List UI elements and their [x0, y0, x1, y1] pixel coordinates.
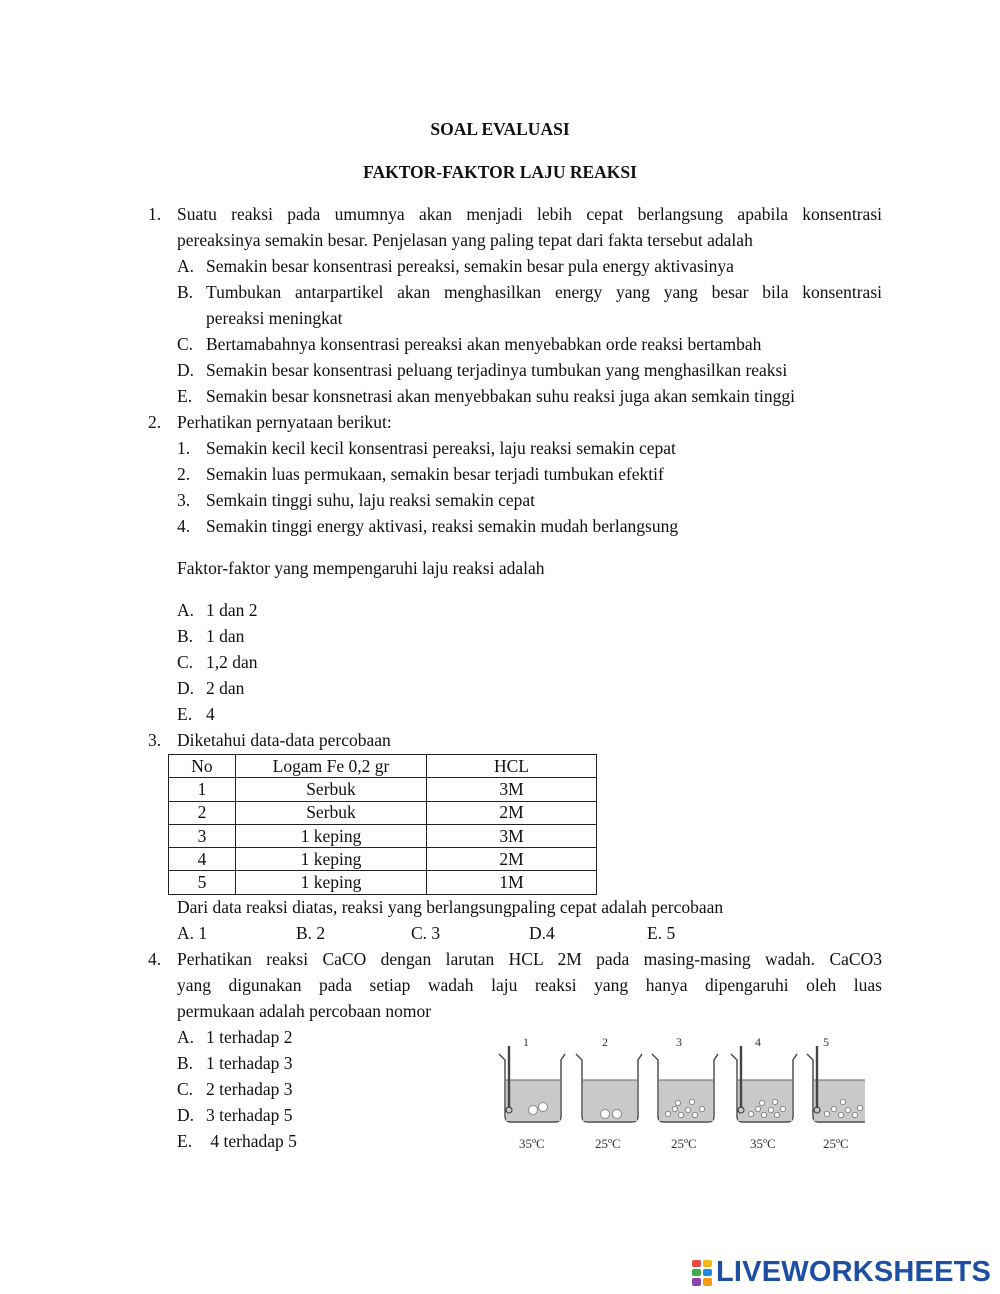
beaker-label: 5 [823, 1035, 829, 1049]
table-cell: 1 keping [236, 824, 427, 847]
question-4-option-d[interactable]: 3 terhadap 5 [206, 1105, 293, 1125]
option-letter: A. [177, 1027, 195, 1047]
table-header-cell: HCL [427, 755, 597, 778]
option-letter: B. [177, 1053, 194, 1073]
question-1-option-d[interactable]: Semakin besar konsentrasi peluang terjadinya tumbukan yang menghasilkan reaksi [206, 360, 788, 380]
question-4-option-a[interactable]: 1 terhadap 2 [206, 1027, 293, 1047]
table-row [169, 824, 597, 847]
question-3-prompt: Dari data reaksi diatas, reaksi yang berlangsungpaling cepat adalah percobaan [177, 897, 724, 917]
table-cell: 1 keping [236, 848, 427, 871]
question-4-number: 4. [148, 949, 162, 969]
option-letter: E. [177, 1131, 193, 1151]
beaker-temp: 25ºC [595, 1136, 621, 1151]
beaker-1 [499, 1035, 565, 1151]
table-row [169, 871, 597, 894]
question-1-option-b-cont[interactable]: pereaksi meningkat [206, 308, 343, 328]
beaker-2 [576, 1035, 642, 1151]
question-4-option-e[interactable]: 4 terhadap 5 [206, 1131, 297, 1151]
beaker-temp: 35ºC [519, 1136, 545, 1151]
table-row [169, 778, 597, 801]
question-3-option-a[interactable]: A. 1 [177, 923, 208, 943]
question-1-number: 1. [148, 204, 162, 224]
beaker-temp: 25ºC [823, 1136, 849, 1151]
option-letter: E. [177, 704, 193, 724]
table-cell: Serbuk [236, 801, 427, 824]
beakers-illustration [495, 1030, 865, 1155]
beaker-label: 4 [755, 1035, 761, 1049]
statement-4: Semakin tinggi energy aktivasi, reaksi semakin mudah berlangsung [206, 516, 679, 536]
option-letter: A. [177, 600, 195, 620]
statement-3: Semkain tinggi suhu, laju reaksi semakin cepat [206, 490, 536, 510]
option-letter: B. [177, 626, 194, 646]
beaker-temp: 25ºC [671, 1136, 697, 1151]
option-letter: E. [177, 386, 193, 406]
statement-number: 2. [177, 464, 191, 484]
question-1-option-e[interactable]: Semakin besar konsnetrasi akan menyebbakan suhu reaksi juga akan semkain tinggi [206, 386, 796, 406]
option-letter: D. [177, 678, 195, 698]
table-row [169, 801, 597, 824]
liveworksheets-brand[interactable] [692, 1256, 991, 1289]
statement-number: 4. [177, 516, 191, 536]
question-1-option-a[interactable]: Semakin besar konsentrasi pereaksi, semakin besar pula energy aktivasinya [206, 256, 734, 276]
table-cell: Serbuk [236, 778, 427, 801]
table-cell: 2 [169, 801, 236, 824]
beaker-temp: 35ºC [750, 1136, 776, 1151]
question-1-option-c[interactable]: Bertamabahnya konsentrasi pereaksi akan menyebabkan orde reaksi bertambah [206, 334, 762, 354]
liveworksheets-logo-icon [692, 1260, 712, 1286]
question-2-option-b[interactable]: 1 dan [206, 626, 245, 646]
page-title: SOAL EVALUASI [430, 119, 570, 139]
question-4-text-line3: permukaan adalah percobaan nomor [177, 1001, 432, 1021]
table-cell: 2M [427, 848, 597, 871]
table-cell: 4 [169, 848, 236, 871]
beaker-label: 2 [602, 1035, 608, 1049]
option-letter: C. [177, 334, 194, 354]
table-cell: 3M [427, 824, 597, 847]
option-letter: D. [177, 1105, 195, 1125]
statement-number: 1. [177, 438, 191, 458]
statement-1: Semakin kecil kecil konsentrasi pereaksi, laju reaksi semakin cepat [206, 438, 676, 458]
question-1-text-line2: pereaksinya semakin besar. Penjelasan yang paling tepat dari fakta tersebut adalah [177, 230, 753, 250]
table-cell: 1 keping [236, 871, 427, 894]
question-1-option-b[interactable]: Tumbukan antarpartikel akan menghasilkan energy yang yang besar bila konsentrasi [206, 282, 882, 302]
option-letter: C. [177, 652, 194, 672]
brand-name: LIVEWORKSHEETS [716, 1256, 992, 1288]
table-header-cell: Logam Fe 0,2 gr [236, 755, 427, 778]
table-cell: 5 [169, 871, 236, 894]
question-2-text: Perhatikan pernyataan berikut: [177, 412, 392, 432]
statement-number: 3. [177, 490, 191, 510]
question-3-text: Diketahui data-data percobaan [177, 730, 391, 750]
page-subtitle: FAKTOR-FAKTOR LAJU REAKSI [363, 162, 637, 182]
question-4-text-line1: Perhatikan reaksi CaCO dengan larutan HCL 2M pada masing-masing wadah. CaCO3 [177, 949, 882, 969]
option-letter: A. [177, 256, 195, 276]
table-cell: 2M [427, 801, 597, 824]
question-4-text-line2: yang digunakan pada setiap wadah laju reaksi yang hanya dipengaruhi oleh luas [177, 975, 882, 995]
option-letter: B. [177, 282, 194, 302]
question-2-option-a[interactable]: 1 dan 2 [206, 600, 258, 620]
table-cell: 3M [427, 778, 597, 801]
question-2-number: 2. [148, 412, 162, 432]
beaker-3 [652, 1035, 718, 1151]
beaker-label: 3 [676, 1035, 682, 1049]
beaker-4 [731, 1035, 797, 1151]
option-letter: D. [177, 360, 195, 380]
question-3-option-d[interactable]: D.4 [529, 923, 555, 943]
option-letter: C. [177, 1079, 194, 1099]
question-3-option-c[interactable]: C. 3 [411, 923, 441, 943]
beaker-5 [807, 1035, 865, 1151]
question-3-number: 3. [148, 730, 162, 750]
question-2-option-c[interactable]: 1,2 dan [206, 652, 258, 672]
question-1-text-line1: Suatu reaksi pada umumnya akan menjadi lebih cepat berlangsung apabila konsentrasi [177, 204, 882, 224]
table-cell: 1 [169, 778, 236, 801]
question-2-option-e[interactable]: 4 [206, 704, 215, 724]
table-row [169, 848, 597, 871]
question-4-option-b[interactable]: 1 terhadap 3 [206, 1053, 293, 1073]
experiment-table [168, 754, 597, 895]
question-2-prompt: Faktor-faktor yang mempengaruhi laju reaksi adalah [177, 558, 545, 578]
table-cell: 3 [169, 824, 236, 847]
question-2-option-d[interactable]: 2 dan [206, 678, 245, 698]
table-cell: 1M [427, 871, 597, 894]
table-header-cell: No [169, 755, 236, 778]
beaker-label: 1 [523, 1035, 529, 1049]
question-4-option-c[interactable]: 2 terhadap 3 [206, 1079, 293, 1099]
question-3-option-e[interactable]: E. 5 [647, 923, 676, 943]
question-3-option-b[interactable]: B. 2 [296, 923, 326, 943]
table-header-row [169, 755, 597, 778]
statement-2: Semakin luas permukaan, semakin besar terjadi tumbukan efektif [206, 464, 664, 484]
